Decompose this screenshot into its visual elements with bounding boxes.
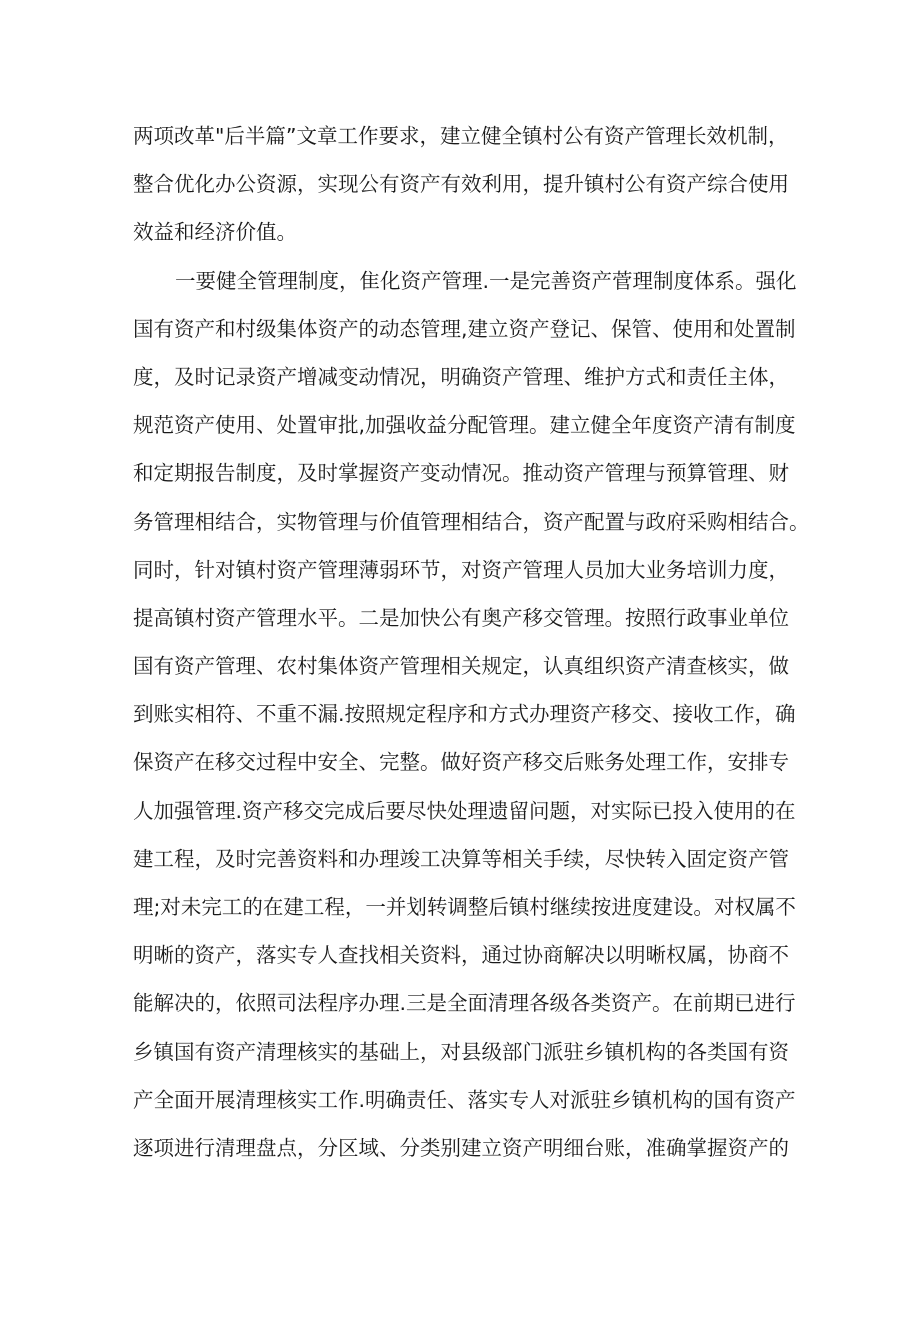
text-line: 提高镇村资产管理水平。二是加快公有奥产移交管理。按照行政事业单位 <box>133 605 789 630</box>
text-line: 度，及时记录资产增减变动情况，明确资产管理、维护方式和责任主体， <box>133 364 789 389</box>
text-line: 建工程，及时完善资料和办理竣工决算等相关手续，尽快转入固定资产管 <box>133 846 789 871</box>
paragraph-1 <box>133 112 789 257</box>
text-line: 同时，针对镇村资产管理薄弱环节，对资产管理人员加大业务培训力度， <box>133 557 789 582</box>
text-line: 务管理相结合，实物管理与价值管理相结合，资产配置与政府采购相结合。 <box>133 509 810 534</box>
text-line: 乡镇国有资产清理核实的基础上，对县级部门派驻乡镇机构的各类国有资 <box>133 1039 789 1064</box>
text-line: 保资产在移交过程中安全、完整。做好资产移交后账务处理工作，安排专 <box>133 750 789 775</box>
text-line: 整合优化办公资源，实现公有资产有效利用，提升镇村公有资产综合使用 <box>133 172 789 197</box>
text-line <box>133 1172 783 1220</box>
text-line: 一要健全管理制度，隹化资产管理.一是完善资产菅理制度体系。强化 <box>175 268 797 293</box>
text-line <box>133 1220 783 1268</box>
text-line: 效益和经济价值。 <box>133 220 297 245</box>
text-line <box>133 1269 783 1317</box>
document-body <box>133 112 810 1317</box>
text-line: 规范资产使用、处置审批,加强收益分配管理。建立健全年度资产清有制度 <box>133 413 796 438</box>
text-line: 国有资产管理、农村集体资产管理相关规定，认真组织资产清查核实，做 <box>133 654 789 679</box>
text-line: 能解决的，依照司法程序办理.三是全面清理各级各类资产。在前期已进行 <box>133 991 796 1016</box>
text-line: 国有资产和村级集体资产的动态管理,建立资产登记、保管、使用和处置制 <box>133 316 796 341</box>
text-line: 人加强管理.资产移交完成后要尽快处理遗留问题，对实际已投入使用的在 <box>133 798 796 823</box>
text-line: 到账实相符、不重不漏.按照规定程序和方式办理资产移交、接收工作，确 <box>133 702 796 727</box>
text-line: 明晰的资产，落实专人查找相关资料，通过协商解决以明晰权属，协商不 <box>133 943 789 968</box>
text-line: 逐项进行清理盘点，分区域、分类别建立资产明细台账，准确掌握资产的 <box>133 1135 789 1160</box>
text-line: 产全面开展清理核实工作.明确责任、落实专人对派驻乡镇机构的国有资产 <box>133 1087 796 1112</box>
text-line: 和定期报告制度，及时掌握资产变动情况。推动资产管理与预算管理、财 <box>133 461 789 486</box>
paragraph-2 <box>133 257 810 1317</box>
text-line: 理;对未完工的在建工程，一并划转调整后镇村继续按进度建设。对权属不 <box>133 895 796 919</box>
text-line: 两项改革"后半篇”文章工作要求，建立健全镇村公有资产管理长效机制， <box>133 124 789 148</box>
